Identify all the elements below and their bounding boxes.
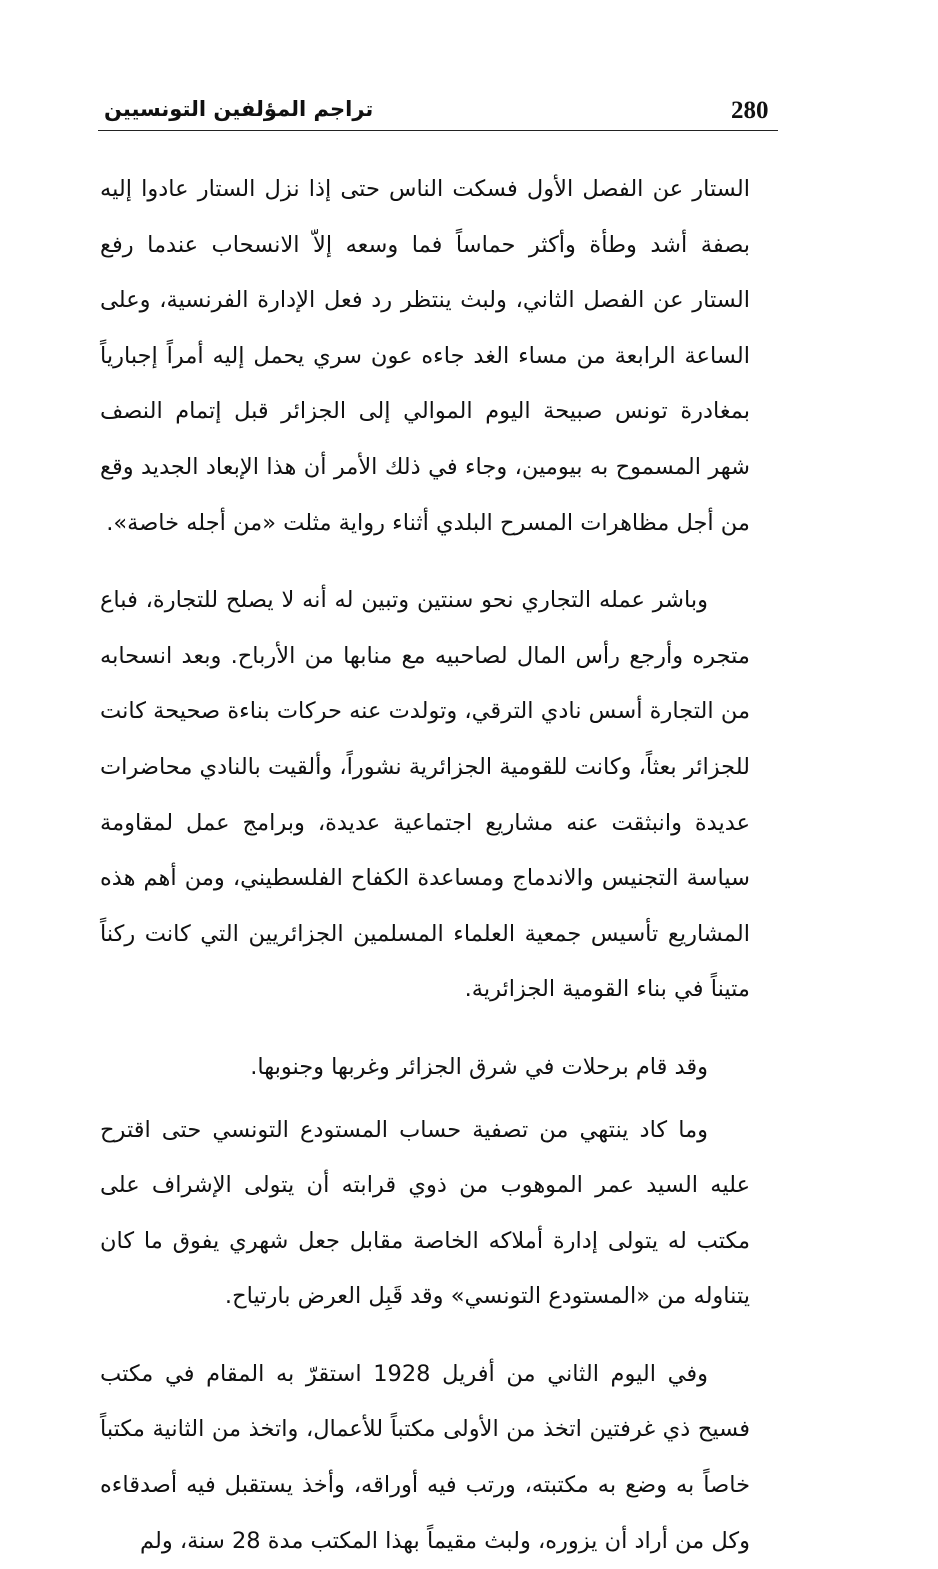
page-header [100, 92, 776, 132]
page-number: 280 [731, 97, 769, 124]
running-title: تراجم المؤلفين التونسيين [104, 97, 374, 121]
paragraph-3: وقد قام برحلات في شرق الجزائر وغربها وجنوبها. [250, 1053, 708, 1080]
paragraph-4: وما كاد ينتهي من تصفية حساب المستودع التونسي حتى اقترح عليه السيد عمر الموهوب من ذوي قرابته أن يتولى الإشراف على مكتب له يتولى إدارة أملاكه الخاصة مقابل جعل شهري يفوق ما كان يتناوله من «المستودع التونسي» وقد قَبِل العرض بارتياح. [100, 1116, 750, 1310]
paragraph-1: الستار عن الفصل الأول فسكت الناس حتى إذا نزل الستار عادوا إليه بصفة أشد وطأة وأكثر حماساً فما وسعه إلاّ الانسحاب عندما رفع الستار عن الفصل الثاني، ولبث ينتظر رد فعل الإدارة الفرنسية، وعلى الساعة الرابعة من مساء الغد جاءه عون سري يحمل إليه أمراً إجبارياً بمغادرة تونس صبيحة اليوم الموالي إلى الجزائر قبل إتمام النصف شهر المسموح به بيومين، وجاء في ذلك الأمر أن هذا الإبعاد الجديد وقع من أجل مظاهرات المسرح البلدي أثناء رواية مثلت «من أجله خاصة». [100, 176, 750, 536]
paragraph-2: وباشر عمله التجاري نحو سنتين وتبين له أنه لا يصلح للتجارة، فباع متجره وأرجع رأس المال لصاحبيه مع منابها من الأرباح. وبعد انسحابه من التجارة أسس نادي الترقي، وتولدت عنه حركات بناءة صحيحة كانت للجزائر بعثاً، وكانت للقومية الجزائرية نشوراً، وألقيت بالنادي محاضرات عديدة وانبثقت عنه مشاريع اجتماعية عديدة، وبرامج عمل لمقاومة سياسة التجنيس والاندماج ومساعدة الكفاح الفلسطيني، ومن أهم هذه المشاريع تأسيس جمعية العلماء المسلمين الجزائريين التي كانت ركناً متيناً في بناء القومية الجزائرية. [100, 587, 750, 1003]
paragraph-5: وفي اليوم الثاني من أفريل 1928 استقرّ به المقام في مكتب فسيح ذي غرفتين اتخذ من الأولى مكتباً للأعمال، واتخذ من الثانية مكتباً خاصاً به وضع به مكتبته، ورتب فيه أوراقه، وأخذ يستقبل فيه أصدقاءه وكل من أراد أن يزوره، ولبث مقيماً بهذا المكتب مدة 28 سنة، ولم [100, 1360, 750, 1554]
header-rule [98, 130, 778, 131]
page-body [100, 162, 750, 1569]
